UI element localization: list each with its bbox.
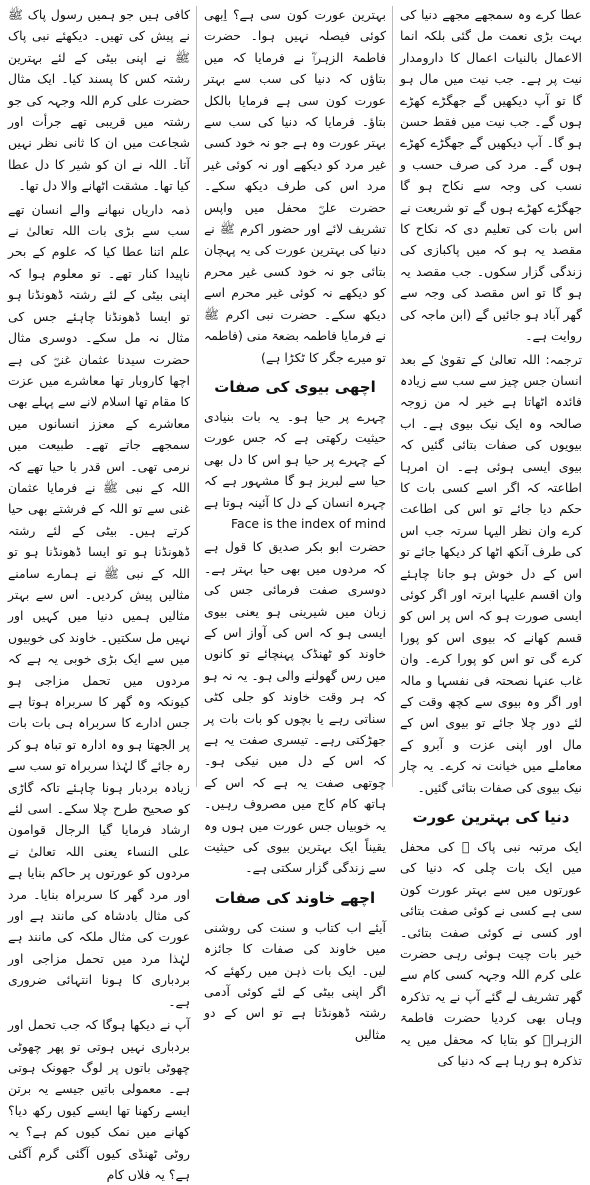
paragraph: حضرت ابو بکر صدیق کا قول ہے کہ مردوں میں بھی حیا بہتر ہے۔ دوسری صفت فرمائی جس کی زبان میں شیرینی ہو یعنی بیوی ایسی ہو کہ اس کی آواز اس کے خاوند کو ٹھنڈک پہنچائے تو کانوں میں رس گھولنے والی ہو۔ یہ نہ ہو کہ ہر وقت خاوند کو جلی کٹی سناتی رہے یا بچوں کو بات بات پر جھڑکتی رہے۔ تیسری صفت یہ ہے کہ اس کے دل میں نیکی ہو۔ چوتھی صفت یہ ہے کہ اس کے ہاتھ کام کاج میں مصروف رہیں۔ یہ خوبیاں جس عورت میں ہوں وہ یقیناً ایک بہترین بیوی کی حیثیت سے زندگی گزار سکتی ہے۔: [204, 539, 386, 876]
paragraph: بہترین عورت کون سی ہے؟ اِبھی کوئی فیصلہ نہیں ہوا۔ حضرت فاطمۃ الزہراؓ نے فرمایا کہ میں بتاؤں کہ دنیا کی سب سے بہتر عورت کون سی ہے فرمایا بالکل بتاؤ۔ فرمایا کہ دنیا کی سب سے بہتر عورت وہ ہے جو نہ خود کسی غیر مرد کو دیکھے اور نہ کوئی غیر مرد اس کی طرف دیکھ سکے۔ حضرت علیؓ محفل میں واپس تشریف لائے اور حضور اکرم ﷺ نے دنیا کی بہترین عورت کی یہ پہچان بتائی جو نہ خود کسی غیر محرم کو دیکھے نہ کوئی غیر محرم اسے دیکھ سکے۔ حضرت نبی اکرم ﷺ نے فرمایا فاطمہ بضعۃ منی (فاطمہ تو میرے جگر کا ٹکڑا ہے): [204, 7, 386, 365]
paragraph: ایک مرتبہ نبی پاک ﷺ کی محفل میں ایک بات چلی کہ دنیا کی عورتوں میں سے بہتر عورت کون سی ہے کسی نے کوئی صفت بتائی اور کسی نے کوئی صفت بتائی۔ خیر بات چیت ہوئی رہی حضرت علی کرم اللہ وجہہ کسی کام سے گھر تشریف لے گئے آپ نے یہ تذکرہ وہاں بھی کردیا حضرت فاطمۃ الزہراؓ کو بتایا کہ محفل میں یہ تذکرہ ہو رہا ہے کہ دنیا کی: [400, 839, 582, 1069]
middle-column: [204, 4, 386, 1042]
paragraph: آیئے اب کتاب و سنت کی روشنی میں خاوند کی صفات کا جائزہ لیں۔ ایک بات ذہن میں رکھئے کہ اگر اپنی بیٹی کے لئے کوئی آدمی رشتہ ڈھونڈتا ہے تو اس کے دو مثالیں: [204, 919, 386, 1042]
paragraph: آپ نے دیکھا ہوگا کہ جب تحمل اور بردباری نہیں ہوتی تو پھر چھوٹی چھوٹی باتوں پر لوگ جھونک ہوتی ہے۔ معمولی باتیں جیسے یہ برتن ایسے رکھنا تھا ایسے کیوں رکھ دیا؟ کھانے میں نمک کیوں کم ہے؟ یہ روٹی ٹھنڈی کیوں آگئی گرم آگئی ہے؟ یہ فلاں کام: [8, 1017, 190, 1182]
right-column: [400, 4, 582, 1069]
paragraph: ذمہ داریاں نبھانے والے انسان تھے سب سے بڑی بات اللہ تعالیٰ نے علم اتنا عطا کیا کہ علوم کے بحر ناپیدا کنار تھے۔ تو معلوم ہوا کہ اپنی بیٹی کے لئے رشتہ ڈھونڈنا ہو تو ایسا ڈھونڈنا چاہئے جس کی مثال نہ مل سکے۔ دوسری مثال حضرت سیدنا عثمان غنیؓ کی ہے اچھا کاروبار تھا معاشرے میں عزت کا مقام تھا اسلام لانے سے پہلے بھی معاشرے کے معزز انسانوں میں سمجھے جاتے تھے۔ طبیعت میں نرمی تھی۔ اس قدر با حیا تھے کہ اللہ کے نبی ﷺ نے فرمایا عثمان غنی سے تو اللہ کے فرشتے بھی حیا کرتے ہیں۔ بیٹی کے لئے رشتہ ڈھونڈنا ہو تو ایسا ڈھونڈنا ہو تو اللہ کے نبی ﷺ نے ہمارے سامنے مثالیں پیش کردیں۔ اس سے بہتر مثالیں ہمیں دنیا میں کہیں اور نہیں مل سکتیں۔ خاوند کی خوبیوں میں سے ایک بڑی خوبی یہ ہے کہ مردوں میں تحمل مزاجی ہو کیونکہ وہ گھر کا سربراہ ہوتا ہے جس ادارے کا سربراہ ہی بات بات پر الجھتا ہو وہ ادارہ تو تباہ ہو کر رہ جائے گا لہٰذا سربراہ تو سب سے زیادہ بردبار ہونا چاہئے تاکہ گاڑی کو صحیح طرح چلا سکے۔ اسی لئے ارشاد فرمایا گیا الرجال قوامون علی النساء یعنی اللہ تعالیٰ نے مردوں کو عورتوں پر حاکم بنایا ہے اور مرد گھر کا سربراہ بنایا۔ مرد کی مثال بادشاہ کی مانند ہے اور عورت کی مثال ملکہ کی مانند ہے لہٰذا مرد میں تحمل مزاجی اور بردباری کا ہونا انتہائی ضروری ہے۔: [8, 201, 190, 1009]
section-heading: دنیا کی بہترین عورت: [412, 808, 570, 827]
paragraph: چہرے پر حیا ہو۔ یہ بات بنیادی حیثیت رکھتی ہے کہ جس عورت کے چہرے پر حیا ہو اس کا دل بھی حیا سے لبریز ہو گا مشہور ہے کہ چہرہ انسان کے دل کا آئینہ ہوتا ہے Face is the index of mind: [204, 408, 386, 531]
section-heading: اچھی بیوی کی صفات: [214, 377, 376, 396]
column-divider: [392, 6, 393, 787]
section-heading: اچھے خاوند کی صفات: [214, 888, 376, 907]
paragraph: کافی ہیں جو ہمیں رسول پاک ﷺ نے پیش کی تھیں۔ دیکھئے نبی پاک ﷺ نے اپنی بیٹی کے لئے بہترین رشتہ کس کا پسند کیا۔ ایک مثال حضرت علی کرم اللہ وجہہ کی جو رشتہ میں قریبی تھے جرأت اور شجاعت میں ان کا ثانی نظر نہیں آتا۔ اللہ نے ان کو شیر کا دل عطا کیا تھا۔ مشقت اٹھانے والا دل تھا۔: [8, 7, 190, 194]
paragraph: ترجمہ: اللہ تعالیٰ کے تقویٰ کے بعد انسان جس چیز سے سب سے زیادہ فائدہ اٹھاتا ہے خیر لہ من زوجہ صالحہ وہ ایک نیک بیوی ہے۔ اب بیویوں کی صفات بتائی گئیں کہ بیوی ایسی ہوئی ہے۔ ان امرہا اطاعتہ کہ اگر اسے کسی بات کا حکم دیا جائے تو اس کی اطاعت کرے وان نظر الیہا سرتہ جب اس کی طرف آنکھ اٹھا کر دیکھا جائے تو اس کے دل خوش ہو جانا چاہئے وان اقسم علیہا ابرتہ اور اگر کوئی ایسی صورت ہو کہ اس پر اس کو قسم کھانے کہ بیوی اس کو پورا کرے گی تو اس کو پورا کرے۔ وان غاب عنہا نصحتہ فی نفسہا و مالہ اور اگر وہ بیوی سے کچھ وقت کے لئے دور چلا جائے تو بیوی اس کے مال اور اپنی عزت و آبرو کے معاملے میں خیانت نہ کرے۔ یہ چار نیک بیوی کی صفات بتائی گئیں۔: [400, 351, 582, 795]
left-column: [8, 4, 190, 1182]
column-divider: [196, 6, 197, 787]
paragraph: عطا کرے وہ سمجھے مجھے دنیا کی بہت بڑی نعمت مل گئی بلکہ انما الاعمال بالنیات اعمال کا دارومدار نیت پر ہے۔ جب نیت میں مال ہو گا تو آپ دیکھیں گے جھگڑے کھڑے ہوں گے۔ جب نیت میں فقط حسن ہو گا۔ آپ دیکھیں گے جھگڑے کھڑے ہوں گے۔ مرد کی صرف حسب و نسب کی وجہ سے نکاح ہو گا جھگڑے کھڑے ہوں گے تو شریعت نے اس بات کی تعلیم دی کہ نکاح کا مقصد یہ ہو کہ میں پاکبازی کی زندگی گزار سکوں۔ جب مقصد یہ ہو گا تو اس مقصد کی وجہ سے گھر آباد ہو جائیں گے (ابن ماجہ کی روایت ہے۔: [400, 7, 582, 344]
